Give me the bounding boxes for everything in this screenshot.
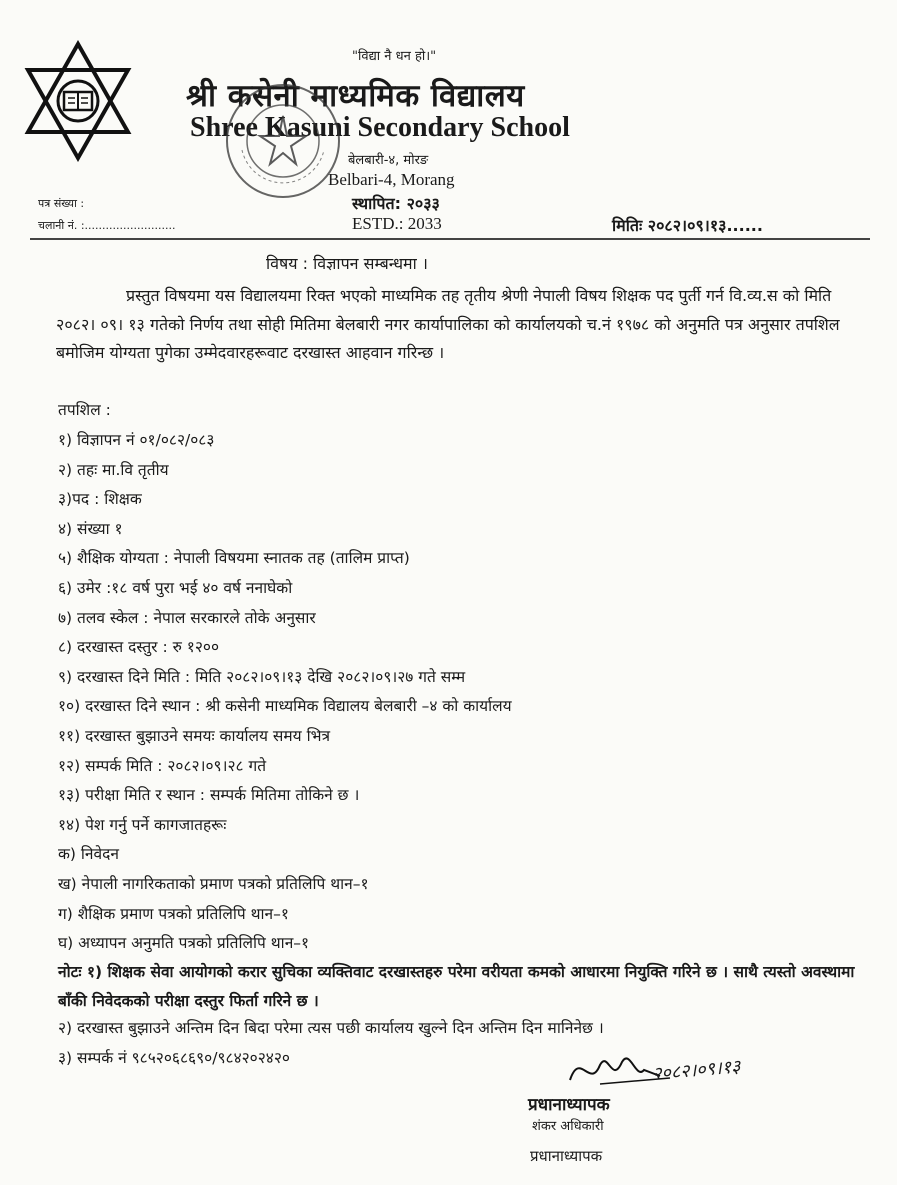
- note-item: २) दरखास्त बुझाउने अन्तिम दिन बिदा परेमा त्यस पछी कार्यालय खुल्ने दिन अन्तिम दिन मानिनेछ ।: [58, 1019, 604, 1037]
- detail-item: ५) शैक्षिक योग्यता : नेपाली विषयमा स्नातक तह (तालिम प्राप्त): [58, 549, 410, 568]
- office-seal-icon: [222, 80, 344, 202]
- detail-item: ६) उमेर :१८ वर्ष पुरा भई ४० वर्ष ननाघेको: [58, 579, 293, 597]
- detail-item: ७) तलव स्केल : नेपाल सरकारले तोके अनुसार: [58, 608, 316, 627]
- established-nepali: स्थापित: २०३३: [352, 194, 440, 213]
- signatory-title: प्रधानाध्यापक: [530, 1147, 603, 1165]
- detail-item: ग) शैक्षिक प्रमाण पत्रको प्रतिलिपि थान–१: [58, 904, 289, 923]
- detail-item: १) विज्ञापन नं ०१/०८२/०८३: [58, 431, 215, 449]
- detail-item: १२) सम्पर्क मिति : २०८२।०९।२८ गते: [58, 756, 267, 775]
- details-heading: तपशिल :: [58, 401, 111, 419]
- detail-item: १३) परीक्षा मिति र स्थान : सम्पर्क मितिमा तोकिने छ ।: [58, 786, 360, 805]
- address-nepali: बेलबारी-४, मोरङ: [348, 153, 429, 168]
- detail-item: ८) दरखास्त दस्तुर : रु १२००: [58, 638, 220, 657]
- detail-item: ९) दरखास्त दिने मिति : मिति २०८२।०९।१३ देखि २०८२।०९।२७ गते सम्म: [58, 667, 466, 686]
- letter-date: मितिः २०८२।०९।१३......: [612, 216, 763, 235]
- school-motto: "विद्या नै धन हो।": [352, 49, 437, 64]
- school-logo-icon: [22, 40, 134, 162]
- signature-date: २०८२।०९।१३: [651, 1056, 742, 1085]
- detail-item: २) तहः मा.वि तृतीय: [58, 460, 169, 479]
- detail-item: ३)पद : शिक्षक: [58, 490, 142, 509]
- detail-item: घ) अध्यापन अनुमति पत्रको प्रतिलिपि थान–१: [58, 934, 310, 953]
- established-english: ESTD.: 2033: [352, 214, 442, 233]
- school-name-english: Shree Kasuni Secondary School: [190, 112, 570, 143]
- detail-item: ख) नेपाली नागरिकताको प्रमाण पत्रको प्रतिलिपि थान–१: [58, 875, 369, 893]
- subject-line: विषय : विज्ञापन सम्बन्धमा ।: [266, 254, 428, 273]
- note-item: नोटः १) शिक्षक सेवा आयोगको करार सुचिका व्यक्तिवाट दरखास्तहरु परेमा वरीयता कमको आधारमा नियुक्ति गरिने छ । साथै त्यस्तो अवस्थामा बाँकी निवेदकको परीक्षा दस्तुर फिर्ता गरिने छ ।: [58, 963, 855, 1010]
- dispatch-number-label: चलानी नं. :..........................: [38, 219, 176, 232]
- note-item: ३) सम्पर्क नं ९८५२०६८६९०/९८४२०२४२०: [58, 1049, 290, 1067]
- detail-item: ४) संख्या १: [58, 519, 123, 538]
- reference-number-label: पत्र संख्या :: [38, 197, 85, 210]
- intro-paragraph: प्रस्तुत विषयमा यस विद्यालयमा रिक्त भएको माध्यमिक तह तृतीय श्रेणी नेपाली विषय शिक्षक पद पुर्ती गर्न वि.व्य.स को मिति २०८२। ०९। १३ गतेको निर्णय तथा सोही मितिमा बेलबारी नगर कार्यापालिका को कार्यालयको च.नं १९७८ को अनुमति पत्र अनुसार तपशिल बमोजिम योग्यता पुगेका उम्मेदवारहरूवाट दरखास्त आहवान गरिन्छ ।: [56, 286, 840, 362]
- address-english: Belbari-4, Morang: [328, 170, 455, 189]
- school-name-nepali: श्री कसेनी माध्यमिक विद्यालय: [186, 78, 525, 114]
- signatory-name: शंकर अधिकारी: [532, 1119, 604, 1134]
- detail-item: ११) दरखास्त बुझाउने समयः कार्यालय समय भित्र: [58, 727, 331, 745]
- detail-item: १४) पेश गर्नु पर्ने कागजातहरूः: [58, 815, 227, 834]
- signature-stamp-title: प्रधानाध्यापक: [528, 1095, 610, 1115]
- detail-item: १०) दरखास्त दिने स्थान : श्री कसेनी माध्यमिक विद्यालय बेलबारी –४ को कार्यालय: [58, 697, 512, 716]
- header-divider: [30, 238, 870, 240]
- detail-item: क) निवेदन: [58, 845, 119, 864]
